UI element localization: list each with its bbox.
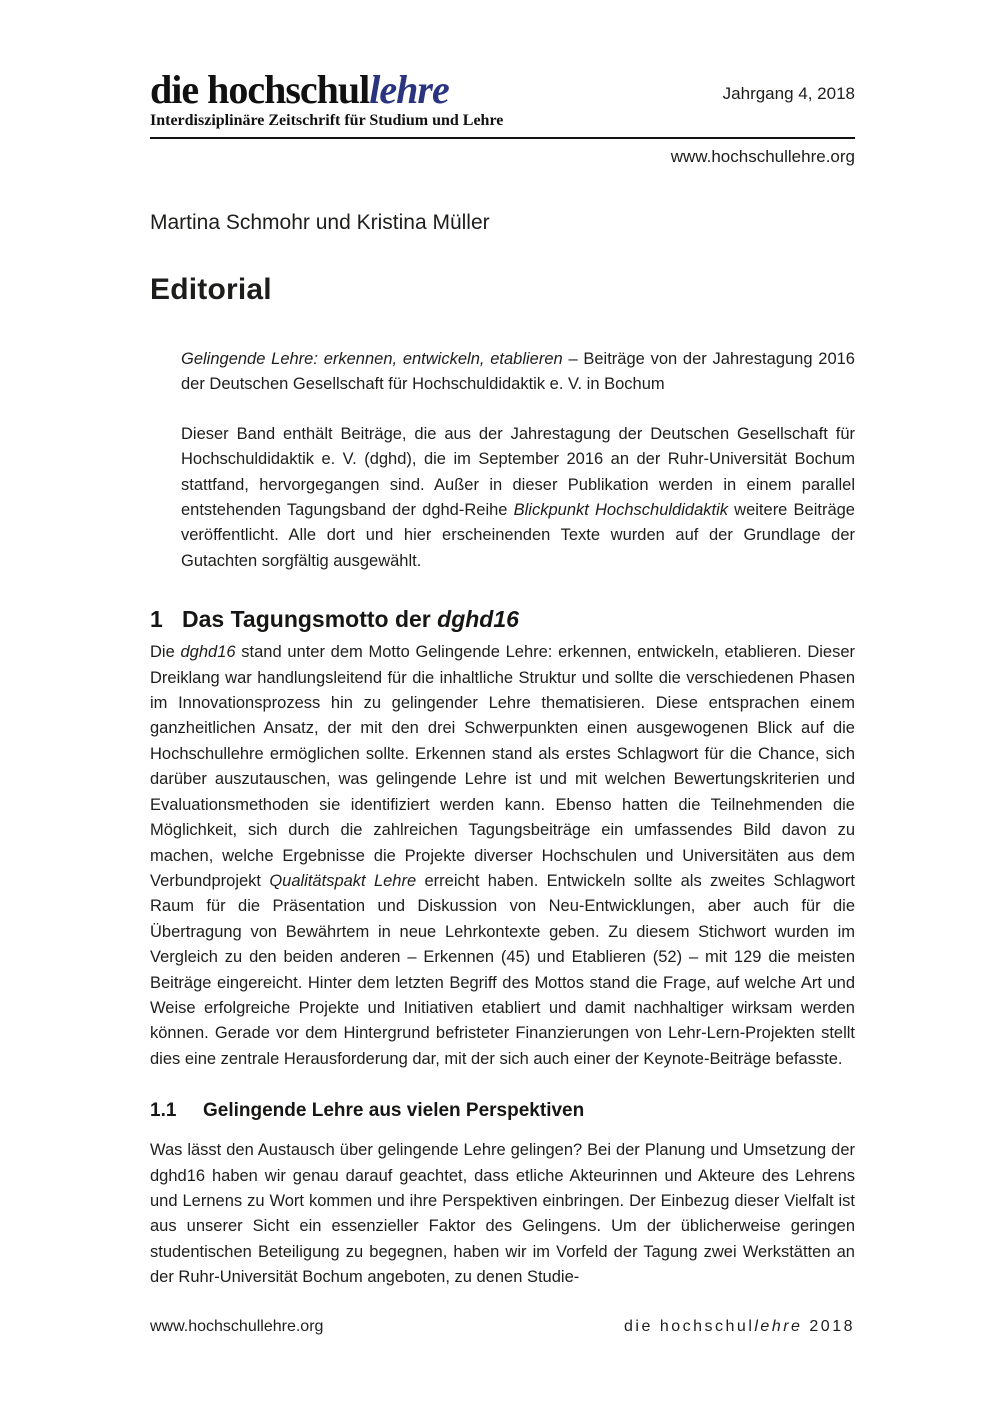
section-1-1-title: Gelingende Lehre aus vielen Perspektiven — [203, 1100, 585, 1122]
article-title: Editorial — [150, 273, 272, 306]
logo-title-accent: lehre — [369, 67, 449, 112]
header-website: www.hochschullehre.org — [670, 147, 855, 166]
logo-title-regular: die hochschul — [150, 67, 370, 112]
section-1-1-heading — [150, 1098, 855, 1123]
issue-label: Jahrgang 4, 2018 — [722, 84, 855, 103]
abstract-block — [181, 347, 855, 574]
section-1-number: 1 — [150, 606, 163, 633]
page-header — [150, 67, 855, 130]
section-1-1-body: Was lässt den Austausch über gelingende Lehre gelingen? Bei der Planung und Umsetzung der dghd16 haben wir genau darauf geachtet, dass etliche Akteurinnen und Akteure des Lehrens und Lernens zu Wort kommen und ihre Perspektiven einbringen. Der Einbezug dieser Vielfalt ist aus unserer Sicht ein essenzieller Faktor des Gelingens. Um der üblicherweise geringen studentischen Beteiligung zu begegnen, haben wir im Vorfeld der Tagung zwei Werkstätten an der Ruhr-Universität Bochum angeboten, zu denen Studie- — [150, 1141, 855, 1287]
section-1-heading — [150, 604, 855, 634]
header-rule — [150, 137, 855, 139]
footer-website: www.hochschullehre.org — [150, 1318, 324, 1335]
abstract-paragraph: Dieser Band enthält Beiträge, die aus der Jahrestagung der Deutschen Gesellschaft für Hochschuldidaktik e. V. (dghd), die im September 2016 an der Ruhr-Universität Bochum stattfand, hervorgegangen sind. Außer in dieser Publikation werden in einem parallel entstehenden Tagungsband der dghd-Reihe Blickpunkt Hochschuldidaktik weitere Beiträge veröffentlicht. Alle dort und hier erscheinenden Texte wurden auf der Grundlage der Gutachten sorgfältig ausgewählt. — [181, 424, 855, 570]
section-1-title: Das Tagungsmotto der dghd16 — [182, 606, 519, 633]
section-1-1-number: 1.1 — [150, 1100, 177, 1122]
page-footer — [150, 1318, 855, 1336]
section-1-body: Die dghd16 stand unter dem Motto Gelingende Lehre: erkennen, entwickeln, etablieren. Dieser Dreiklang war handlungsleitend für die inhaltliche Struktur und sollte die verschiedenen Phasen im Innovationsprozess hin zu gelingender Lehre thematisieren. Diese entsprachen einem ganzheitlichen Ansatz, der mit den drei Schwerpunkten einen ausgewogenen Blick auf die Hochschullehre ermöglichen sollte. Erkennen stand als erstes Schlagwort für die Chance, sich darüber auszutauschen, was gelingende Lehre ist und mit welchen Bewertungskriterien und Evaluationsmethoden sie identifiziert werden kann. Ebenso hatten die Teilnehmenden die Möglichkeit, sich durch die zahlreichen Tagungsbeiträge ein umfassendes Bild davon zu machen, welche Ergebnisse die Projekte diverser Hochschulen und Universitäten aus dem Verbundprojekt Qualitätspakt Lehre erreicht haben. Entwickeln sollte als zweites Schlagwort Raum für die Präsentation und Diskussion von Neu-Entwicklungen, aber auch für die Übertragung von Bewährtem in neue Lehrkontexte geben. Zu diesem Stichwort wurden im Vergleich zu den beiden anderen – Erkennen (45) und Etablieren (52) – mit 129 die meisten Beiträge eingereicht. Hinter dem letzten Begriff des Mottos stand die Frage, auf welche Art und Weise erfolgreiche Projekte und Initiativen etabliert und damit nachhaltiger wirksam werden können. Gerade vor dem Hintergrund befristeter Finanzierungen von Lehr-Lern-Projekten stellt dies eine zentrale Herausforderung dar, mit der sich auch einer der Keynote-Beiträge befasste. — [150, 643, 856, 1068]
article-authors: Martina Schmohr und Kristina Müller — [150, 211, 490, 234]
journal-logo — [150, 67, 504, 130]
journal-logo-subtitle: Interdisziplinäre Zeitschrift für Studium und Lehre — [150, 112, 504, 129]
abstract-subtitle: Gelingende Lehre: erkennen, entwickeln, etablieren – Beiträge von der Jahrestagung 2016 der Deutschen Gesellschaft für Hochschuldidaktik e. V. in Bochum — [181, 350, 855, 394]
journal-logo-title — [150, 67, 503, 112]
footer-journal-name: die hochschullehre 2018 — [624, 1318, 855, 1335]
